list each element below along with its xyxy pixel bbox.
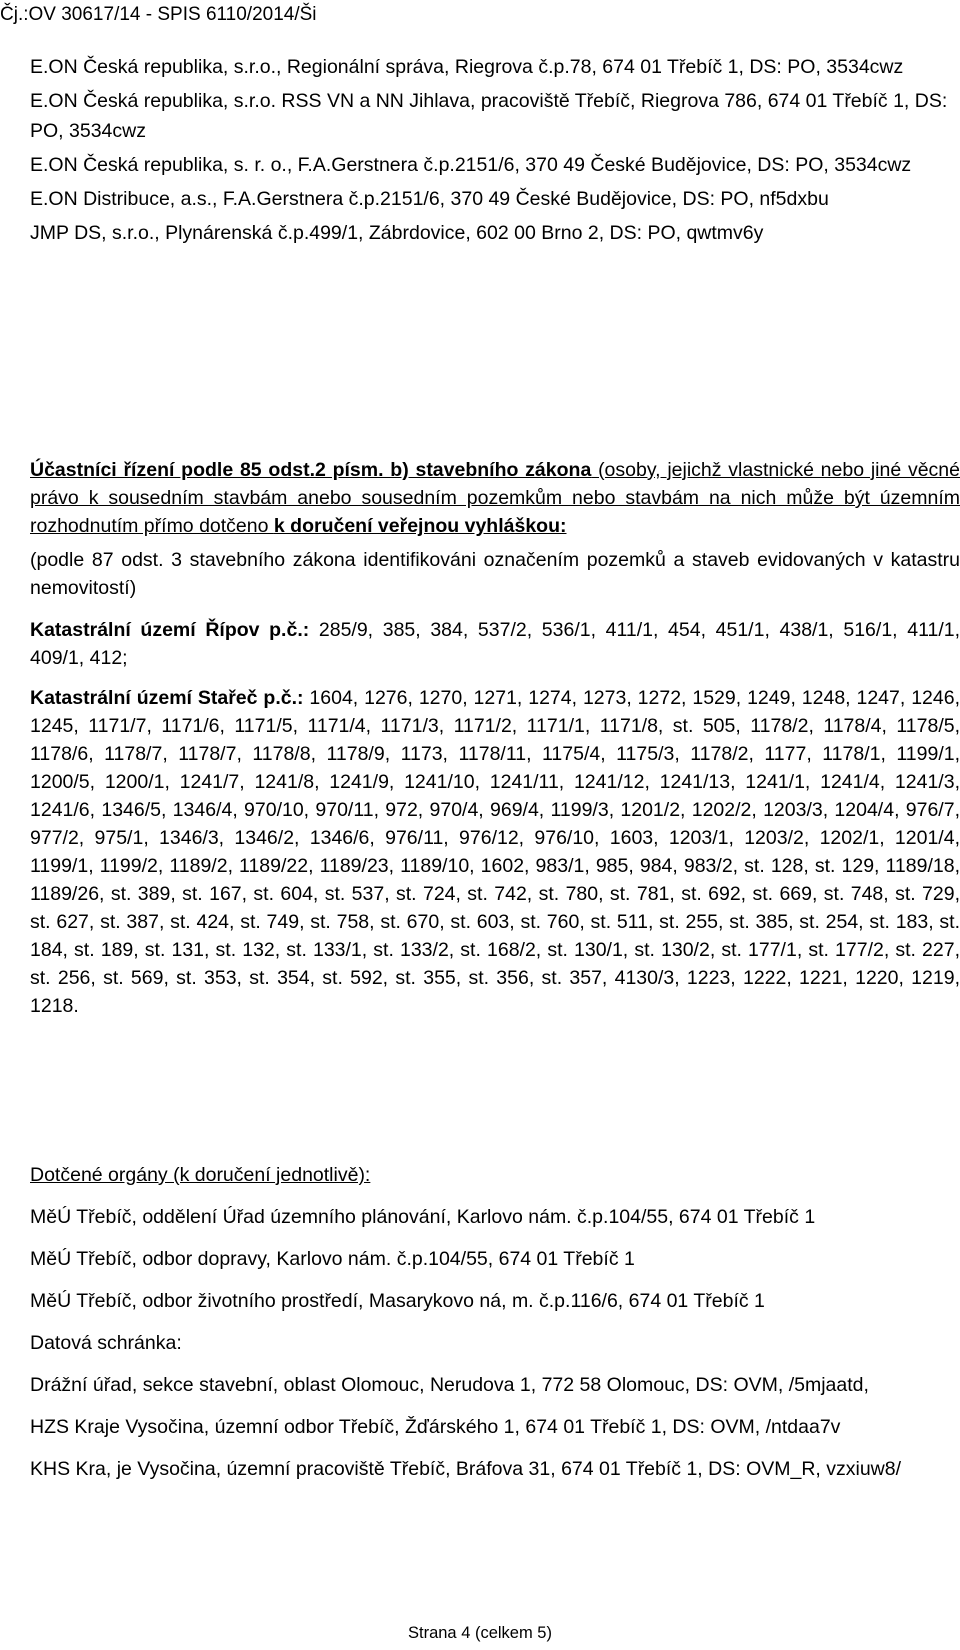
cadastral-area-parcels: 1604, 1276, 1270, 1271, 1274, 1273, 1272, 1529, 1249, 1248, 1247, 1246, 1245, 1171/7, 1171/6, 1171/5, 1171/4, 1171/3, 1171/2, 1171/1, 1171/8, st. 505, 1178/2, 1178/4, 1178/5, 1178/6, 1178/7, 1178/7, 1178/8, 1178/9, 1173, 1178/11, 1175/4, 1175/3, 1178/2, 1177, 1178/1, 1199/1, 1200/5, 1200/1, 1241/7, 1241/8, 1241/9, 1241/10, 1241/11, 1241/12, 1241/13, 1241/1, 1241/4, 1241/3, 1241/6, 1346/5, 1346/4, 970/10, 970/11, 972, 970/4, 969/4, 1199/3, 1201/2, 1202/2, 1203/3, 1204/4, 976/7, 977/2, 975/1, 1346/3, 1346/2, 1346/6, 976/11, 976/12, 976/10, 1603, 1203/1, 1203/2, 1202/1, 1201/4, 1199/1, 1199/2, 1189/2, 1189/22, 1189/23, 1189/10, 1602, 983/1, 985, 984, 983/2, st. 128, st. 129, 1189/18, 1189/26, st. 389, st. 167, st. 604, st. 537, st. 724, st. 742, st. 780, st. 781, st. 692, st. 669, st. 748, st. 729, st. 627, st. 387, st. 424, st. 749, st. 758, st. 670, st. 603, st. 760, st. 511, st. 255, st. 385, st. 254, st. 183, st. 184, st. 189, st. 131, st. 132, st. 133/1, st. 133/2, st. 168/2, st. 130/1, st. 130/2, st. 177/1, st. 177/2, st. 227, st. 256, st. 569, st. 353, st. 354, st. 592, st. 355, st. 356, st. 357, 4130/3, 1223, 1222, 1221, 1220, 1219, 1218. (30, 687, 960, 1017)
page-number: Strana 4 (celkem 5) (408, 1624, 552, 1642)
cadastral-area-label: Katastrální území Stařeč p.č.: (30, 687, 304, 709)
document-reference: Čj.:OV 30617/14 - SPIS 6110/2014/Ši (0, 4, 317, 25)
participants-section (30, 456, 960, 1020)
recipient-item: E.ON Česká republika, s.r.o. RSS VN a NN Jihlava, pracoviště Třebíč, Riegrova 786, 674 01 Třebíč 1, DS: PO, 3534cwz (30, 90, 948, 142)
recipient-item: JMP DS, s.r.o., Plynárenská č.p.499/1, Zábrdovice, 602 00 Brno 2, DS: PO, qwtmv6y (30, 222, 764, 244)
authorities-heading: Dotčené orgány (k doručení jednotlivě): (30, 1164, 371, 1186)
recipient-item: E.ON Česká republika, s. r. o., F.A.Gerstnera č.p.2151/6, 370 49 České Budějovice, DS: PO, 3534cwz (30, 154, 912, 176)
authority-item: MěÚ Třebíč, odbor dopravy, Karlovo nám. č.p.104/55, 674 01 Třebíč 1 (30, 1248, 635, 1270)
participants-heading (30, 456, 960, 540)
cadastral-area-starec (30, 684, 960, 1020)
data-box-label: Datová schránka: (30, 1332, 182, 1354)
participants-heading-bold: Účastníci řízení podle 85 odst.2 písm. b) stavebního zákona (30, 459, 592, 481)
participants-note: (podle 87 odst. 3 stavebního zákona identifikováni označením pozemků a staveb evidovaných v katastru nemovitostí) (30, 549, 960, 599)
authority-item: MěÚ Třebíč, odbor životního prostředí, Masarykovo ná, m. č.p.116/6, 674 01 Třebíč 1 (30, 1290, 765, 1312)
recipient-item: E.ON Česká republika, s.r.o., Regionální správa, Riegrova č.p.78, 674 01 Třebíč 1, DS: PO, 3534cwz (30, 56, 904, 78)
cadastral-area-label: Katastrální území Řípov p.č.: (30, 619, 310, 641)
authority-item: KHS Kra, je Vysočina, územní pracoviště Třebíč, Bráfova 31, 674 01 Třebíč 1, DS: OVM_R, vzxiuw8/ (30, 1458, 902, 1480)
recipient-item: E.ON Distribuce, a.s., F.A.Gerstnera č.p.2151/6, 370 49 České Budějovice, DS: PO, nf5dxbu (30, 188, 829, 210)
authority-item: Drážní úřad, sekce stavební, oblast Olomouc, Nerudova 1, 772 58 Olomouc, DS: OVM, /5mjaatd, (30, 1374, 869, 1396)
cadastral-area-parcels: 285/9, 385, 384, 537/2, 536/1, 411/1, 454, 451/1, 438/1, 516/1, 411/1, 409/1, 412; (30, 619, 960, 669)
cadastral-area-ripov (30, 616, 960, 672)
recipients-list (30, 52, 960, 252)
participants-heading-text: (osoby, jejichž vlastnické nebo jiné věcné právo k sousedním stavbám anebo sousedním pozemkům nebo stavbám na nich může být územním rozhodnutím přímo dotčeno (30, 459, 960, 537)
authorities-section (30, 1160, 960, 1496)
authority-item: HZS Kraje Vysočina, územní odbor Třebíč, Žďárského 1, 674 01 Třebíč 1, DS: OVM, /ntdaa7v (30, 1416, 841, 1438)
authority-item: MěÚ Třebíč, oddělení Úřad územního plánování, Karlovo nám. č.p.104/55, 674 01 Třebíč 1 (30, 1206, 816, 1228)
participants-heading-tail: k doručení veřejnou vyhláškou: (273, 515, 567, 537)
